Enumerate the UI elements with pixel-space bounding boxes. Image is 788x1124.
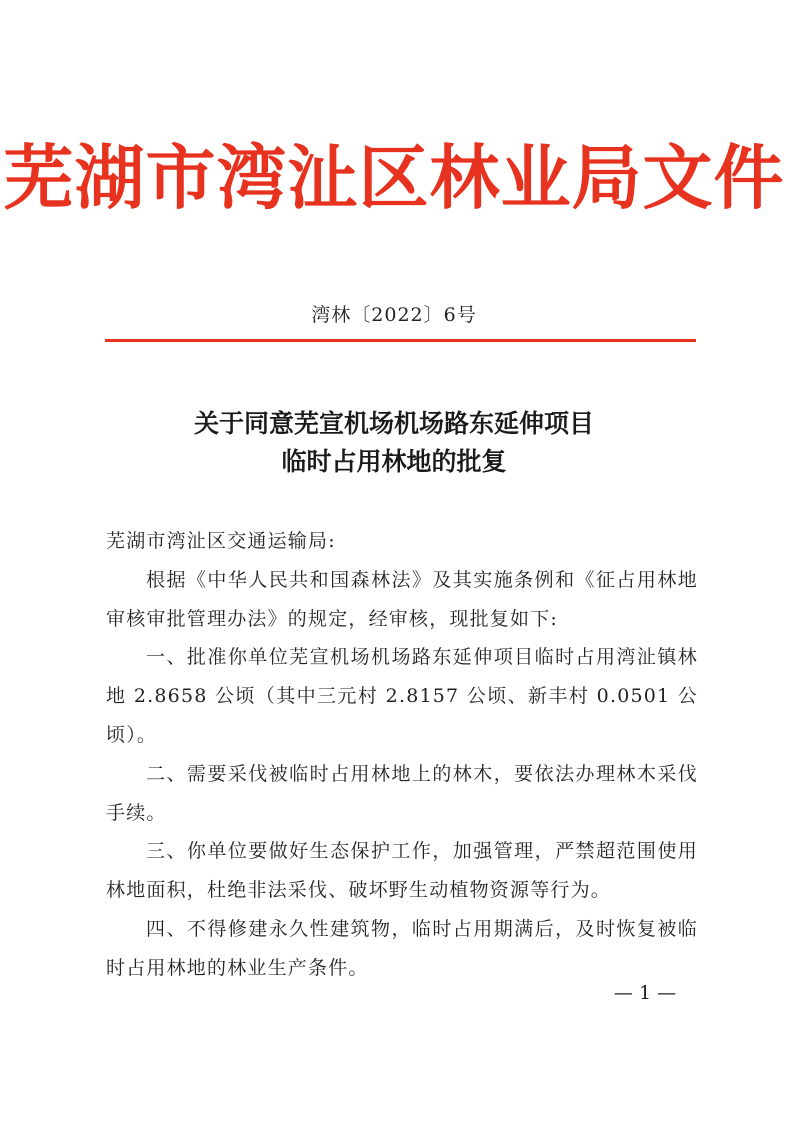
document-title-line-2: 临时占用林地的批复 (281, 447, 507, 476)
addressee: 芜湖市湾沚区交通运输局: (106, 530, 336, 552)
document-title (0, 405, 788, 481)
document-body (106, 522, 698, 988)
issuing-authority-title: 芜湖市湾沚区林业局文件 (3, 136, 785, 219)
body-paragraph: 三、你单位要做好生态保护工作，加强管理，严禁超范围使用林地面积，杜绝非法采伐、破坏野生动植物资源等行为。 (106, 840, 698, 902)
page-number: — 1 — (613, 982, 677, 1004)
red-separator-line (105, 339, 696, 342)
body-paragraph: 一、批准你单位芜宣机场机场路东延伸项目临时占用湾沚镇林地 2.8658 公顷（其中三元村 2.8157 公顷、新丰村 0.0501 公顷）。 (106, 646, 698, 746)
document-number: 湾林〔2022〕6号 (311, 304, 477, 326)
document-title-line-1: 关于同意芜宣机场机场路东延伸项目 (193, 409, 594, 438)
body-paragraph: 四、不得修建永久性建筑物，临时占用期满后，及时恢复被临时占用林地的林业生产条件。 (106, 917, 698, 979)
body-paragraph: 二、需要采伐被临时占用林地上的林木，要依法办理林木采伐手续。 (106, 762, 698, 824)
body-paragraph: 根据《中华人民共和国森林法》及其实施条例和《征占用林地审核审批管理办法》的规定，经审核，现批复如下: (106, 568, 698, 630)
